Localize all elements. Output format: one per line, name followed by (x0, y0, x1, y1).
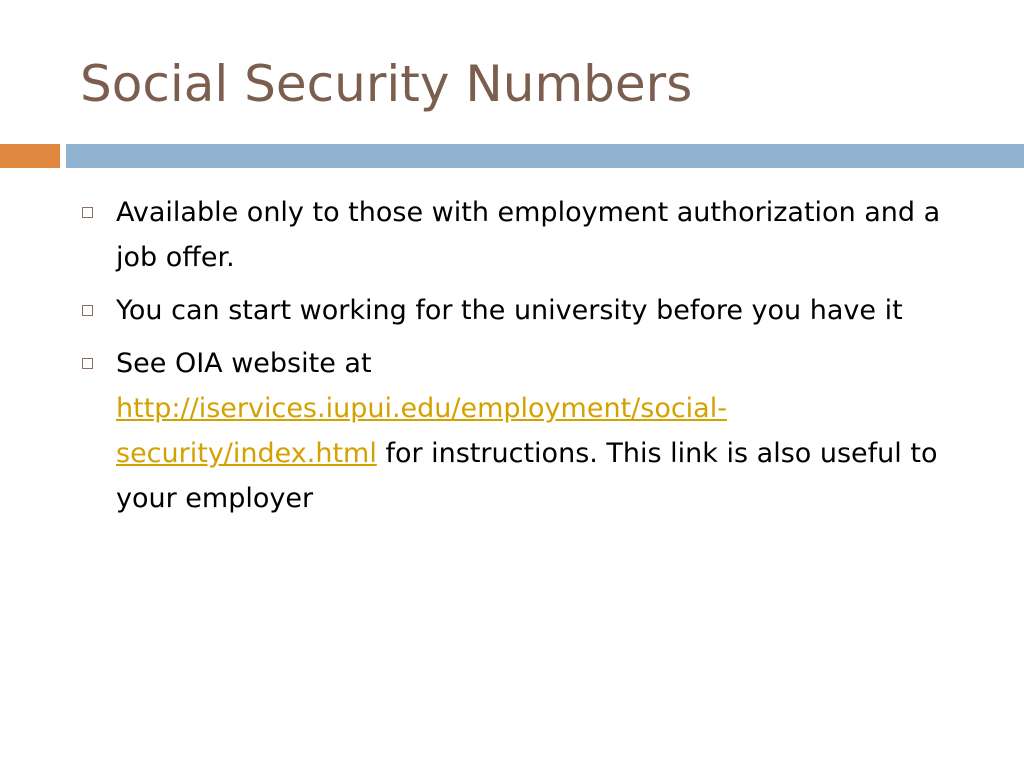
bullet-item (80, 190, 980, 280)
square-bullet-icon (82, 358, 93, 369)
bullet-item (80, 288, 980, 333)
link-text-line2: security/index.html (116, 438, 377, 469)
bullet-item (80, 341, 980, 521)
square-bullet-icon (82, 207, 93, 218)
bullet-list (80, 190, 980, 529)
bullet-text-prefix: See OIA website at (116, 348, 372, 379)
title-rule-blue (66, 144, 1024, 168)
title-rule-orange (0, 144, 60, 168)
bullet-text-suffix: for instructions. This link is also useful to your employer (116, 438, 938, 514)
link-text-line1: http://iservices.iupui.edu/employment/social- (116, 393, 727, 424)
bullet-text: Available only to those with employment authorization and a job offer. (116, 197, 941, 273)
square-bullet-icon (82, 305, 93, 316)
slide-title: Social Security Numbers (80, 55, 693, 113)
bullet-text: You can start working for the university before you have it (116, 295, 903, 326)
